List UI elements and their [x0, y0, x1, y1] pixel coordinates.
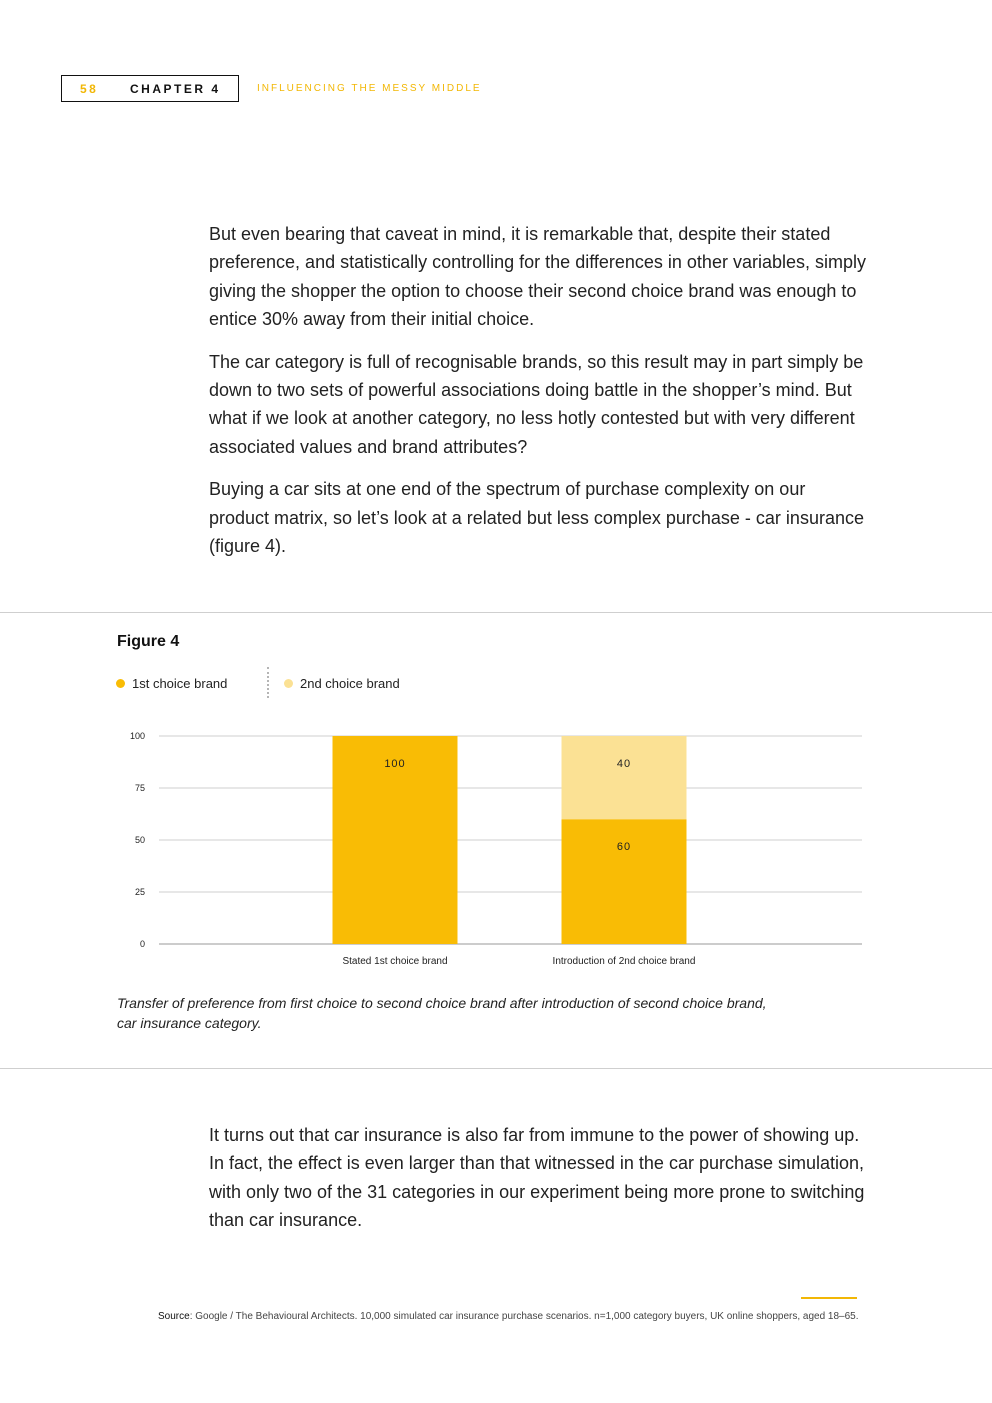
legend-dot-icon: [284, 679, 293, 688]
legend-dot-icon: [116, 679, 125, 688]
y-tick-label: 25: [134, 887, 145, 897]
data-label: 40: [616, 758, 632, 770]
legend-item-1st-choice: [116, 676, 227, 691]
data-label: 60: [616, 841, 632, 854]
caption-line: car insurance category.: [117, 1015, 262, 1031]
source-text: : Google / The Behavioural Architects. 10,000 simulated car insurance purchase scenarios. n=1,000 category buyers, UK online shoppers, aged 18–65.: [189, 1311, 859, 1322]
figure-caption: [117, 993, 837, 1033]
divider-top: [0, 612, 992, 613]
intro-text: [209, 220, 869, 574]
y-tick-label: 0: [139, 939, 145, 949]
x-tick-label: Stated 1st choice brand: [342, 956, 448, 967]
y-tick-label: 50: [134, 835, 145, 845]
paragraph: The car category is full of recognisable brands, so this result may in part simply be down to two sets of powerful associations doing battle in the shopper’s mind. But what if we look at another category, no less hotly contested but with very different associated values and brand attributes?: [209, 351, 864, 457]
bar-segment: [562, 819, 687, 944]
legend-label: 1st choice brand: [132, 676, 228, 691]
figure-label: Figure 4: [117, 633, 180, 650]
legend-label: 2nd choice brand: [300, 676, 400, 691]
legend-separator: [267, 667, 269, 698]
paragraph: It turns out that car insurance is also far from immune to the power of showing up. In fact, the effect is even larger than that witnessed in the car purchase simulation, with only two of the 31 categories in our experiment being more prone to switching than car insurance.: [209, 1125, 865, 1231]
x-tick-label: Introduction of 2nd choice brand: [552, 956, 696, 967]
caption-line: Transfer of preference from first choice to second choice brand after introduction of second choice brand,: [117, 995, 767, 1011]
section-title: INFLUENCING THE MESSY MIDDLE: [257, 83, 482, 94]
closing-text: [209, 1121, 869, 1249]
legend-item-2nd-choice: [284, 676, 400, 691]
accent-line: [801, 1297, 857, 1299]
chapter-title: CHAPTER 4: [130, 82, 221, 96]
data-label: 100: [384, 758, 406, 770]
source-label: Source: [158, 1311, 190, 1322]
bar-segment: [562, 736, 687, 819]
paragraph: But even bearing that caveat in mind, it is remarkable that, despite their stated preference, and statistically controlling for the differences in other variables, simply giving the shopper the option to choose their second choice brand was enough to entice 30% away from their initial choice.: [209, 224, 866, 330]
divider-bottom: [0, 1068, 992, 1069]
page-number: 58: [80, 82, 99, 96]
y-tick-label: 75: [134, 783, 145, 793]
source-note: [158, 1311, 859, 1322]
paragraph: Buying a car sits at one end of the spectrum of purchase complexity on our product matrix, so let’s look at a related but less complex purchase - car insurance (figure 4).: [209, 479, 864, 557]
stacked-bar-chart: [110, 720, 880, 980]
y-tick-label: 100: [129, 731, 145, 741]
